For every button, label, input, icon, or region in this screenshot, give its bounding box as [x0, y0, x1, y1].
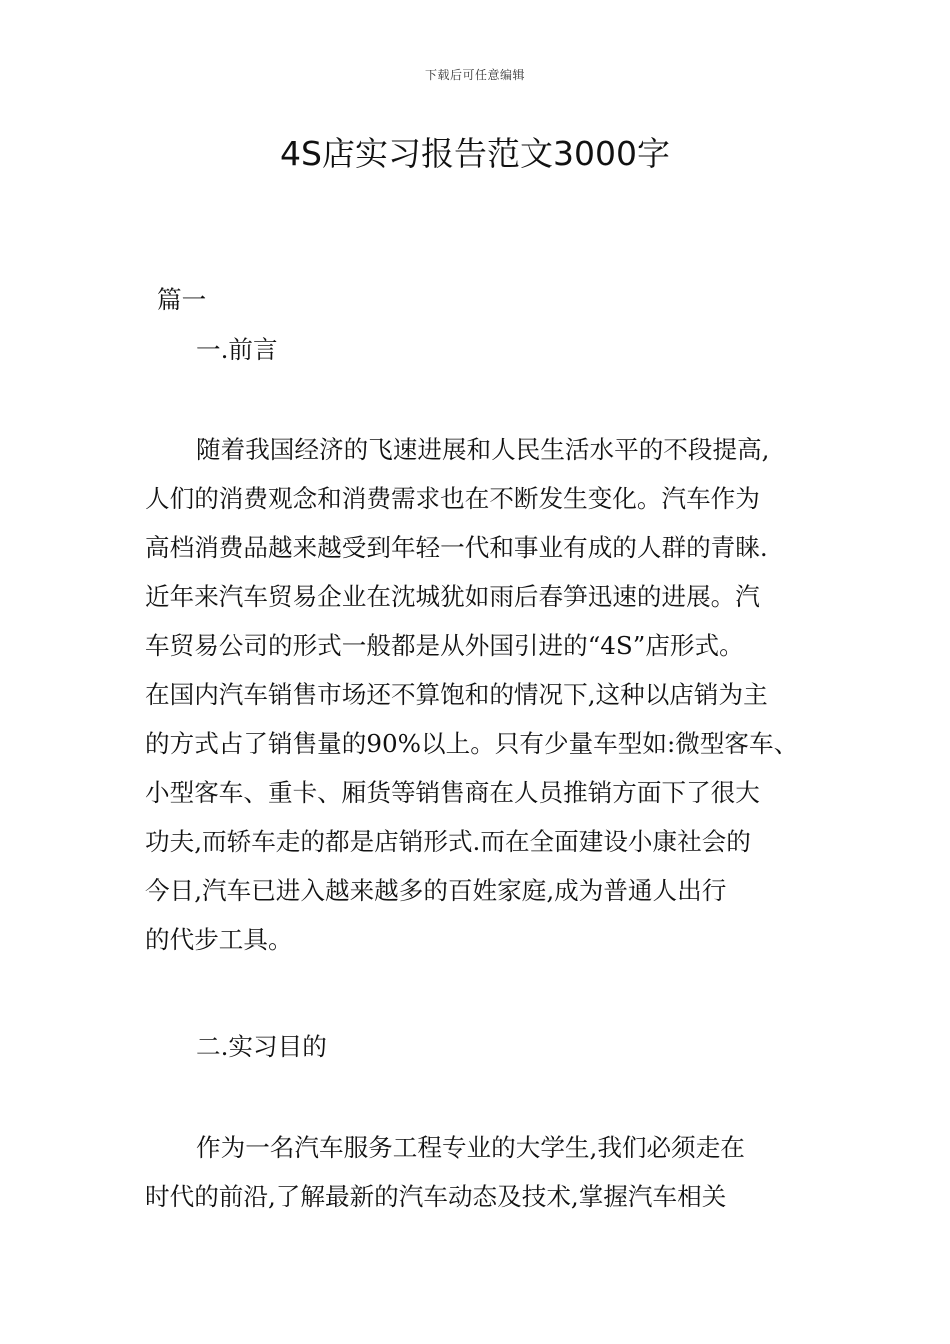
paragraph-line: 的代步工具。 — [145, 925, 293, 954]
paragraph-line: 的方式占了销售量的90%以上。只有少量车型如:微型客车、 — [145, 729, 799, 758]
part-label: 篇一 — [157, 285, 207, 314]
paragraph-line: 小型客车、重卡、厢货等销售商在人员推销方面下了很大 — [145, 778, 760, 807]
section-heading-preface: 一.前言 — [196, 335, 278, 364]
paragraph-line: 功夫,而轿车走的都是店销形式.而在全面建设小康社会的 — [145, 827, 751, 856]
paragraph-line: 人们的消费观念和消费需求也在不断发生变化。汽车作为 — [145, 484, 760, 513]
paragraph-line: 在国内汽车销售市场还不算饱和的情况下,这种以店销为主 — [145, 680, 768, 709]
paragraph-line: 作为一名汽车服务工程专业的大学生,我们必须走在 — [196, 1133, 745, 1162]
header-note: 下载后可任意编辑 — [424, 68, 525, 82]
paragraph-line: 随着我国经济的飞速进展和人民生活水平的不段提高, — [196, 435, 770, 464]
paragraph-line: 近年来汽车贸易企业在沈城犹如雨后春笋迅速的进展。汽 — [145, 582, 760, 611]
paragraph-line: 今日,汽车已进入越来越多的百姓家庭,成为普通人出行 — [145, 876, 727, 905]
paragraph-line: 车贸易公司的形式一般都是从外国引进的“4S”店形式。 — [145, 631, 744, 660]
document-title: 4S店实习报告范文3000字 — [280, 134, 670, 173]
paragraph-line: 时代的前沿,了解最新的汽车动态及技术,掌握汽车相关 — [145, 1182, 727, 1211]
section-heading-purpose: 二.实习目的 — [196, 1032, 327, 1061]
paragraph-line: 高档消费品越来越受到年轻一代和事业有成的人群的青睐. — [145, 533, 768, 562]
